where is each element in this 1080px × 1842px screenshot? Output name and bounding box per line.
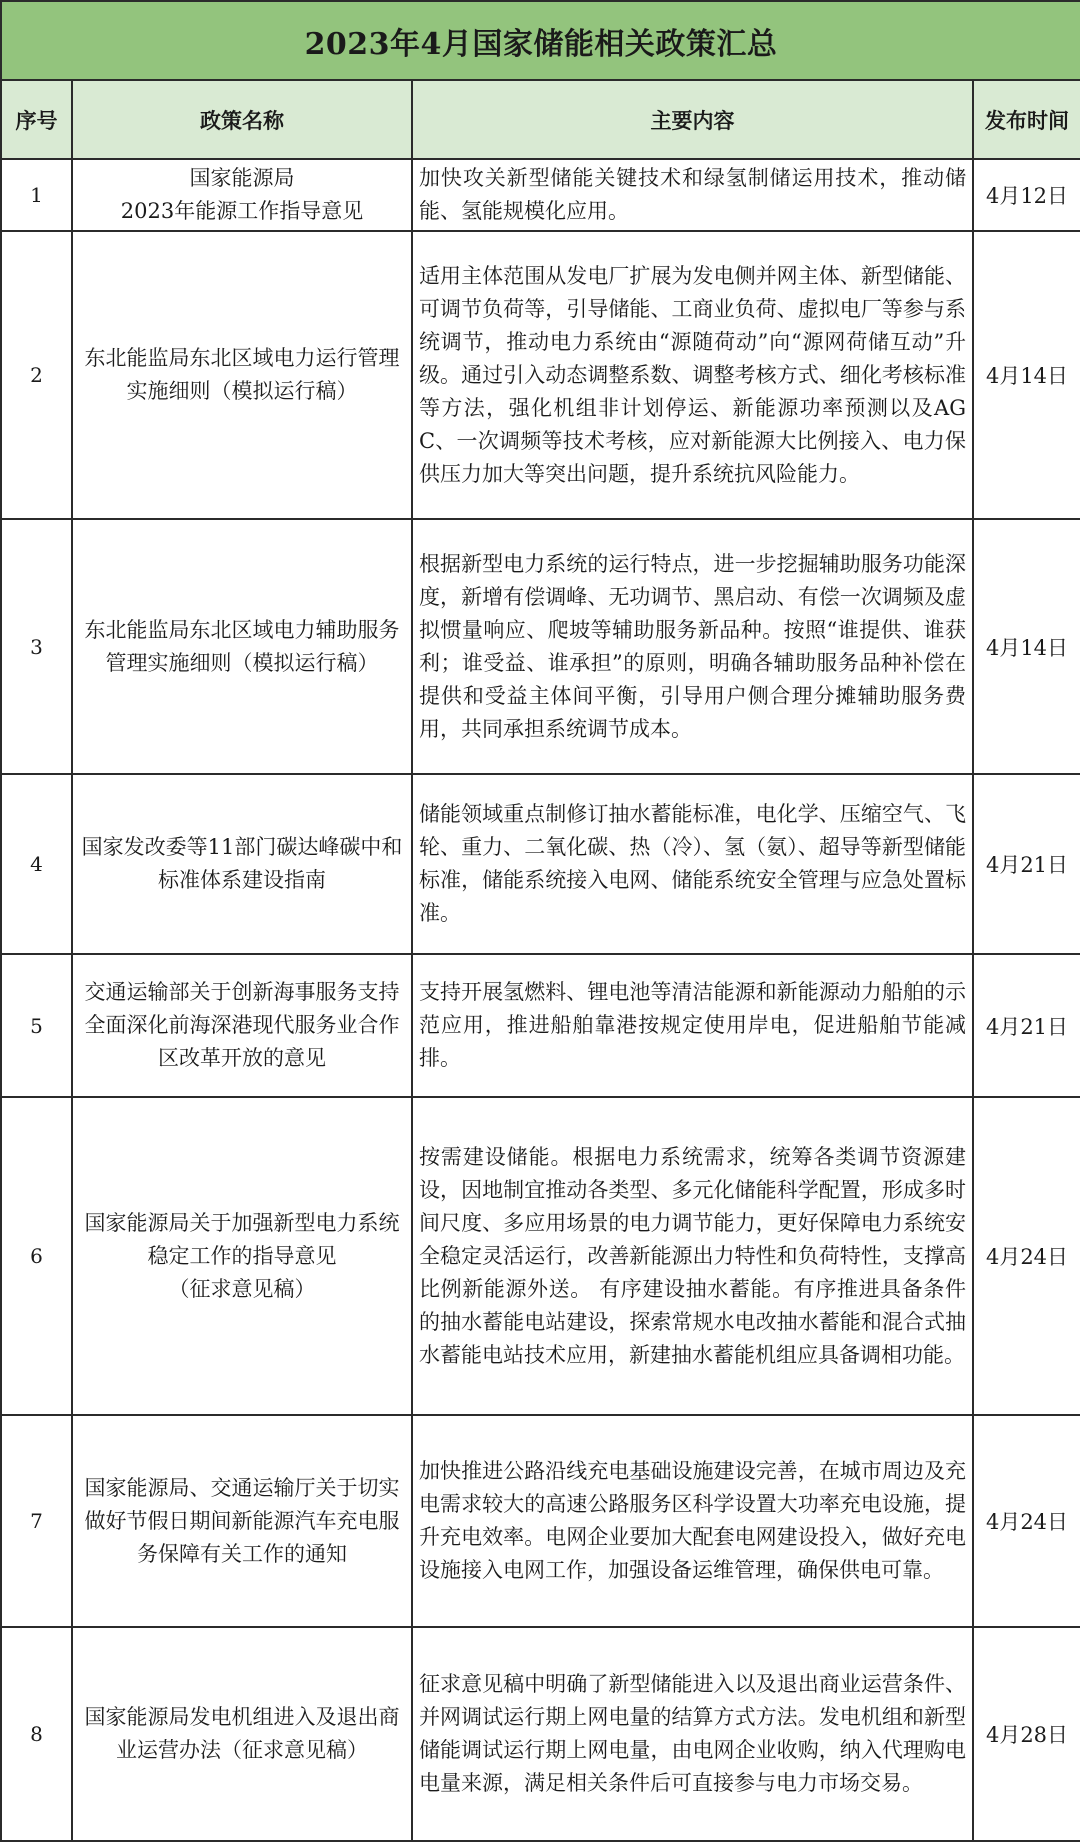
row-content: 支持开展氢燃料、锂电池等清洁能源和新能源动力船舶的示范应用，推进船舶靠港按规定使用岸电，促进船舶节能减排。	[412, 954, 973, 1097]
row-date: 4月24日	[973, 1097, 1080, 1415]
row-date: 4月14日	[973, 519, 1080, 774]
header-name: 政策名称	[72, 80, 412, 159]
header-content: 主要内容	[412, 80, 973, 159]
row-content: 储能领域重点制修订抽水蓄能标准，电化学、压缩空气、飞轮、重力、二氧化碳、热（冷）、氢（氨）、超导等新型储能标准，储能系统接入电网、储能系统安全管理与应急处置标准。	[412, 774, 973, 954]
row-index: 5	[1, 954, 72, 1097]
row-index: 7	[1, 1415, 72, 1627]
table-row	[1, 774, 1080, 954]
row-content: 征求意见稿中明确了新型储能进入以及退出商业运营条件、并网调试运行期上网电量的结算方式方法。发电机组和新型储能调试运行期上网电量，由电网企业收购，纳入代理购电电量来源，满足相关条件后可直接参与电力市场交易。	[412, 1627, 973, 1841]
header-row	[1, 80, 1080, 159]
row-index: 4	[1, 774, 72, 954]
row-date: 4月28日	[973, 1627, 1080, 1841]
table-row	[1, 1627, 1080, 1841]
row-date: 4月21日	[973, 774, 1080, 954]
row-date: 4月14日	[973, 231, 1080, 519]
row-policy-name: 东北能监局东北区域电力辅助服务管理实施细则（模拟运行稿）	[72, 519, 412, 774]
table-title: 2023年4月国家储能相关政策汇总	[1, 1, 1080, 80]
row-content: 根据新型电力系统的运行特点，进一步挖掘辅助服务功能深度，新增有偿调峰、无功调节、黑启动、有偿一次调频及虚拟惯量响应、爬坡等辅助服务新品种。按照“谁提供、谁获利；谁受益、谁承担”的原则，明确各辅助服务品种补偿在提供和受益主体间平衡，引导用户侧合理分摊辅助服务费用，共同承担系统调节成本。	[412, 519, 973, 774]
row-index: 1	[1, 159, 72, 231]
row-policy-name: 国家能源局 2023年能源工作指导意见	[72, 159, 412, 231]
table-row	[1, 1415, 1080, 1627]
table-row	[1, 519, 1080, 774]
row-index: 2	[1, 231, 72, 519]
row-content: 加快攻关新型储能关键技术和绿氢制储运用技术，推动储能、氢能规模化应用。	[412, 159, 973, 231]
row-index: 3	[1, 519, 72, 774]
table-row	[1, 954, 1080, 1097]
row-policy-name: 国家能源局、交通运输厅关于切实做好节假日期间新能源汽车充电服务保障有关工作的通知	[72, 1415, 412, 1627]
row-date: 4月24日	[973, 1415, 1080, 1627]
row-content: 适用主体范围从发电厂扩展为发电侧并网主体、新型储能、可调节负荷等，引导储能、工商业负荷、虚拟电厂等参与系统调节，推动电力系统由“源随荷动”向“源网荷储互动”升级。通过引入动态调整系数、调整考核方式、细化考核标准等方法，强化机组非计划停运、新能源功率预测以及AGC、一次调频等技术考核，应对新能源大比例接入、电力保供压力加大等突出问题，提升系统抗风险能力。	[412, 231, 973, 519]
row-policy-name: 国家能源局发电机组进入及退出商业运营办法（征求意见稿）	[72, 1627, 412, 1841]
row-index: 8	[1, 1627, 72, 1841]
row-index: 6	[1, 1097, 72, 1415]
row-date: 4月12日	[973, 159, 1080, 231]
row-date: 4月21日	[973, 954, 1080, 1097]
row-content: 按需建设储能。根据电力系统需求，统筹各类调节资源建设，因地制宜推动各类型、多元化储能科学配置，形成多时间尺度、多应用场景的电力调节能力，更好保障电力系统安全稳定灵活运行，改善新能源出力特性和负荷特性，支撑高比例新能源外送。 有序建设抽水蓄能。有序推进具备条件的抽水蓄能电站建设，探索常规水电改抽水蓄能和混合式抽水蓄能电站技术应用，新建抽水蓄能机组应具备调相功能。	[412, 1097, 973, 1415]
header-date: 发布时间	[973, 80, 1080, 159]
header-index: 序号	[1, 80, 72, 159]
table-row	[1, 1097, 1080, 1415]
table-row	[1, 231, 1080, 519]
row-policy-name: 交通运输部关于创新海事服务支持全面深化前海深港现代服务业合作区改革开放的意见	[72, 954, 412, 1097]
row-content: 加快推进公路沿线充电基础设施建设完善，在城市周边及充电需求较大的高速公路服务区科学设置大功率充电设施，提升充电效率。电网企业要加大配套电网建设投入，做好充电设施接入电网工作，加强设备运维管理，确保供电可靠。	[412, 1415, 973, 1627]
table-row	[1, 159, 1080, 231]
row-policy-name: 国家能源局关于加强新型电力系统稳定工作的指导意见 （征求意见稿）	[72, 1097, 412, 1415]
row-policy-name: 国家发改委等11部门碳达峰碳中和标准体系建设指南	[72, 774, 412, 954]
row-policy-name: 东北能监局东北区域电力运行管理实施细则（模拟运行稿）	[72, 231, 412, 519]
